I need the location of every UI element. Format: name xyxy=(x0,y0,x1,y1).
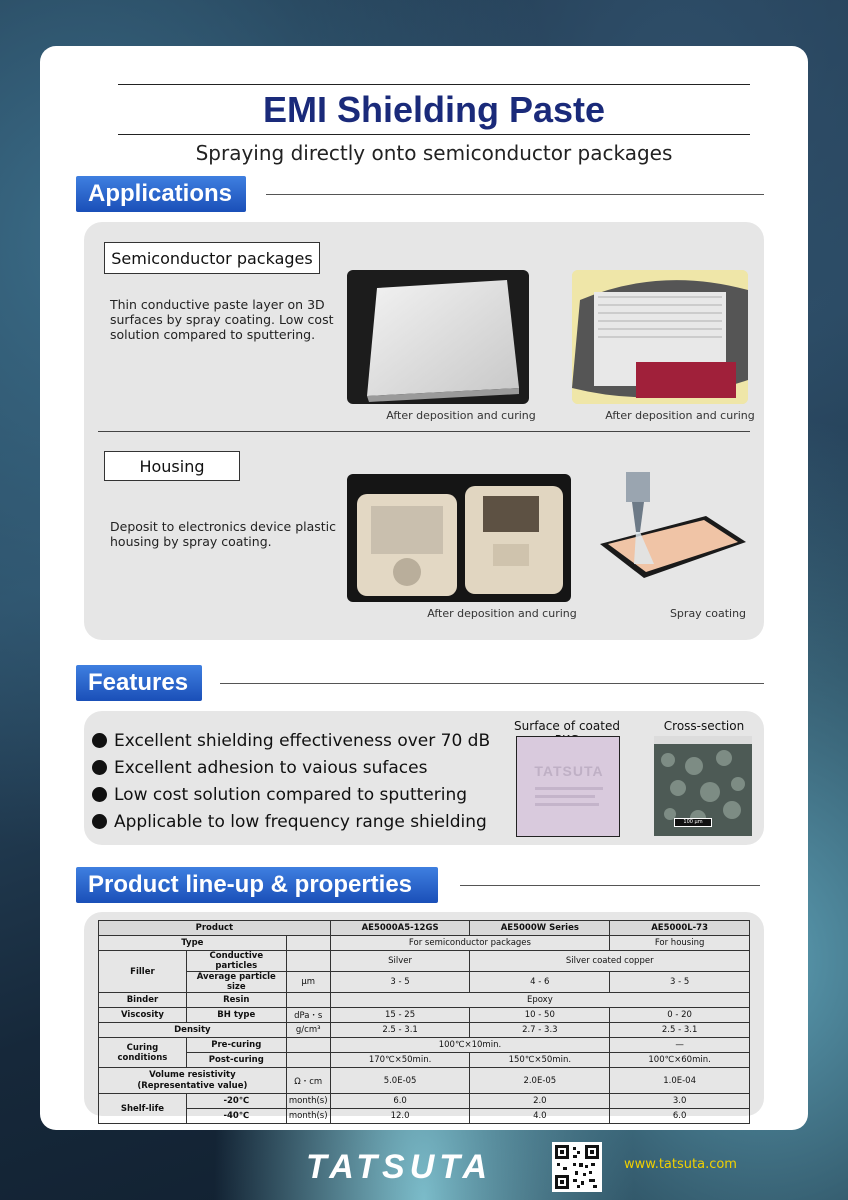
page-subtitle: Spraying directly onto semiconductor packages xyxy=(195,141,673,165)
pkg-line xyxy=(535,803,599,806)
features-list xyxy=(92,727,490,835)
feature-item xyxy=(92,727,490,754)
feature-text: Excellent adhesion to vaious sufaces xyxy=(114,757,428,778)
table-cell: 3.0 xyxy=(610,1094,750,1109)
table-cell: Shelf-life xyxy=(99,1094,187,1124)
pkg-marking: TATSUTA xyxy=(534,763,604,779)
bullet-icon xyxy=(92,787,107,802)
device-housing-image xyxy=(347,474,571,602)
housing-photo-1 xyxy=(347,474,571,602)
cross-section-caption: Cross-section xyxy=(663,719,745,733)
properties-table xyxy=(98,920,750,1124)
bullet-icon xyxy=(92,814,107,829)
table-cell: g/cm³ xyxy=(286,1023,330,1038)
table-row xyxy=(99,921,750,936)
table-cell: 6.0 xyxy=(610,1109,750,1124)
website-link[interactable]: www.tatsuta.com xyxy=(624,1157,737,1172)
table-cell xyxy=(286,993,330,1008)
table-cell: Binder xyxy=(99,993,187,1008)
table-row xyxy=(99,972,750,993)
table-row xyxy=(99,993,750,1008)
table-header-cell: AE5000L-73 xyxy=(610,921,750,936)
table-cell: Epoxy xyxy=(330,993,749,1008)
table-cell: Viscosity xyxy=(99,1008,187,1023)
housing-description: Deposit to electronics device plastic housing by spray coating. xyxy=(110,519,337,549)
table-row xyxy=(99,1038,750,1053)
title-bottom-rule xyxy=(118,134,750,135)
table-row xyxy=(99,951,750,972)
semiconductor-photo-1 xyxy=(347,270,529,404)
title-block xyxy=(118,84,750,165)
table-cell: 4 - 6 xyxy=(470,972,610,993)
features-heading: Features xyxy=(76,665,202,701)
resistivity-sublabel: (Representative value) xyxy=(137,1080,248,1091)
coated-chip-image xyxy=(347,270,529,404)
table-cell xyxy=(286,1038,330,1053)
table-cell: 2.5 - 3.1 xyxy=(610,1023,750,1038)
table-row xyxy=(99,1008,750,1023)
applications-divider xyxy=(98,431,750,432)
table-cell xyxy=(99,1068,287,1094)
table-cell: Conductive particles xyxy=(186,951,286,972)
cross-section-image xyxy=(654,736,752,836)
feature-text: Excellent shielding effectiveness over 70 dB xyxy=(114,730,491,751)
table-cell xyxy=(286,951,330,972)
feature-item xyxy=(92,808,490,835)
features-rule xyxy=(220,683,764,684)
table-cell: For semiconductor packages xyxy=(330,936,610,951)
table-header-cell: AE5000A5-12GS xyxy=(330,921,470,936)
table-cell: -40℃ xyxy=(186,1109,286,1124)
table-cell: 4.0 xyxy=(470,1109,610,1124)
table-cell: 170℃×50min. xyxy=(330,1053,470,1068)
table-header-cell: AE5000W Series xyxy=(470,921,610,936)
table-cell: Filler xyxy=(99,951,187,993)
table-header-product: Product xyxy=(99,921,331,936)
table-cell: 5.0E-05 xyxy=(330,1068,470,1094)
semiconductor-caption-1: After deposition and curing xyxy=(386,409,536,422)
semiconductor-caption-2: After deposition and curing xyxy=(605,409,755,422)
table-cell: 10 - 50 xyxy=(470,1008,610,1023)
table-cell: Ω・cm xyxy=(286,1068,330,1094)
coated-pkg-caption: Surface of coated xyxy=(514,719,620,733)
table-cell: 6.0 xyxy=(330,1094,470,1109)
table-cell: Silver coated copper xyxy=(470,951,750,972)
table-cell: 2.7 - 3.3 xyxy=(470,1023,610,1038)
coated-array-image xyxy=(572,270,748,404)
footer xyxy=(0,1130,848,1200)
feature-text: Applicable to low frequency range shielding xyxy=(114,811,487,832)
pkg-line xyxy=(535,787,603,790)
applications-heading: Applications xyxy=(76,176,246,212)
table-cell: Pre-curing xyxy=(186,1038,286,1053)
page-title: EMI Shielding Paste xyxy=(262,89,606,130)
housing-caption-2: Spray coating xyxy=(669,607,747,620)
feature-text: Low cost solution compared to sputtering xyxy=(114,784,468,805)
table-cell xyxy=(286,936,330,951)
table-cell: Average particle size xyxy=(186,972,286,993)
semiconductor-label: Semiconductor packages xyxy=(104,242,320,274)
table-cell: 100℃×10min. xyxy=(330,1038,610,1053)
spray-coating-image xyxy=(596,472,752,602)
bullet-icon xyxy=(92,760,107,775)
table-cell: 150℃×50min. xyxy=(470,1053,610,1068)
applications-rule xyxy=(266,194,764,195)
table-cell: 2.5 - 3.1 xyxy=(330,1023,470,1038)
table-cell: 1.0E-04 xyxy=(610,1068,750,1094)
lineup-rule xyxy=(460,885,760,886)
pkg-line xyxy=(535,795,595,798)
table-cell: 15 - 25 xyxy=(330,1008,470,1023)
qr-code-icon xyxy=(552,1142,602,1192)
table-cell: Resin xyxy=(186,993,286,1008)
table-cell: 100℃×60min. xyxy=(610,1053,750,1068)
housing-caption-1: After deposition and curing xyxy=(427,607,577,620)
qr-pattern xyxy=(555,1145,599,1189)
table-cell xyxy=(286,1053,330,1068)
table-cell: μm xyxy=(286,972,330,993)
bullet-icon xyxy=(92,733,107,748)
table-cell: dPa・s xyxy=(286,1008,330,1023)
housing-photo-2 xyxy=(596,472,752,602)
semiconductor-description: Thin conductive paste layer on 3D surfaces by spray coating. Low cost solution compared to sputtering. xyxy=(110,297,334,342)
table-cell: For housing xyxy=(610,936,750,951)
table-row xyxy=(99,1023,750,1038)
feature-item xyxy=(92,781,490,808)
table-cell: Curing conditions xyxy=(99,1038,187,1068)
resistivity-label: Volume resistivity xyxy=(149,1069,236,1080)
coated-pkg-image xyxy=(516,736,620,837)
table-cell: BH type xyxy=(186,1008,286,1023)
scale-bar: 100 μm xyxy=(674,818,712,827)
lineup-heading: Product line-up & properties xyxy=(76,867,438,903)
feature-item xyxy=(92,754,490,781)
table-cell: Post-curing xyxy=(186,1053,286,1068)
table-cell: 2.0 xyxy=(470,1094,610,1109)
table-row xyxy=(99,1068,750,1094)
table-cell: Density xyxy=(99,1023,287,1038)
table-cell: 0 - 20 xyxy=(610,1008,750,1023)
table-cell: 2.0E-05 xyxy=(470,1068,610,1094)
housing-label: Housing xyxy=(104,451,240,481)
table-cell: 3 - 5 xyxy=(610,972,750,993)
table-cell: month(s) xyxy=(286,1094,330,1109)
table-cell: 3 - 5 xyxy=(330,972,470,993)
table-cell: — xyxy=(610,1038,750,1053)
tatsuta-logo: TATSUTA xyxy=(306,1148,493,1186)
table-cell: 12.0 xyxy=(330,1109,470,1124)
table-cell: Silver xyxy=(330,951,470,972)
table-cell: Type xyxy=(99,936,287,951)
table-cell: month(s) xyxy=(286,1109,330,1124)
table-cell: -20℃ xyxy=(186,1094,286,1109)
semiconductor-photo-2 xyxy=(572,270,748,404)
table-row xyxy=(99,1053,750,1068)
table-row xyxy=(99,1094,750,1109)
table-row xyxy=(99,1109,750,1124)
table-row xyxy=(99,936,750,951)
